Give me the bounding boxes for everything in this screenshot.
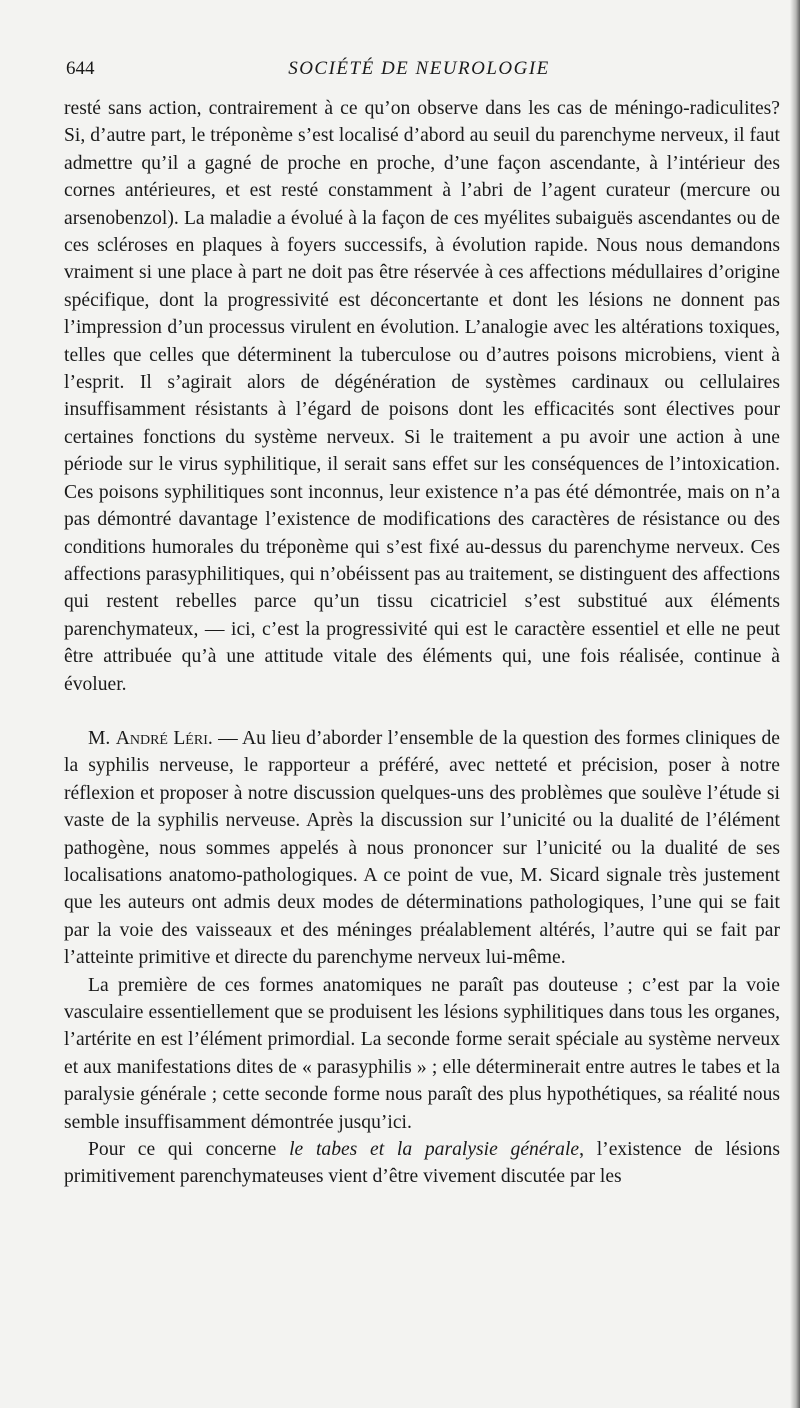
running-title: SOCIÉTÉ DE NEUROLOGIE [288, 58, 550, 79]
paragraph-1: resté sans action, contrairement à ce qu’on observe dans les cas de méningo-radiculites? Si, d’autre part, le tréponème s’est localisé d’abord au seuil du parenchyme nerveux, il faut admettre qu’il a gagné de proche en proche, d’une façon ascendante, à l’intérieur des cornes antérieures, et est resté constamment à l’abri de l’agent curateur (mercure ou arsenobenzol). La maladie a évolué à la façon de ces myélites subaiguës ascendantes ou de ces scléroses en plaques à foyers successifs, à évolution rapide. Nous nous demandons vraiment si une place à part ne doit pas être réservée à ces affections médullaires d’origine spécifique, dont la progressivité est déconcertante et dont les lésions ne donnent pas l’impression d’un processus virulent en évolution. L’analogie avec les altérations toxiques, telles que celles que déterminent la tuberculose ou d’autres poisons microbiens, vient à l’esprit. Il s’agirait alors de dégénération de systèmes cardinaux ou cellulaires insuffisamment résistants à l’égard de poisons dont les efficacités sont électives pour certaines fonctions du système nerveux. Si le traitement a pu avoir une action à une période sur le virus syphilitique, il serait sans effet sur les conséquences de l’intoxication. Ces poisons syphilitiques sont inconnus, leur existence n’a pas été démontrée, mais on n’a pas démontré davantage l’existence de modifications des caractères de résistance ou des conditions humorales du tréponème qui s’est fixé au-dessus du parenchyme nerveux. Ces affections parasyphilitiques, qui n’obéissent pas au traitement, se distinguent des affections qui restent rebelles parce qu’un tissu cicatriciel s’est substitué aux éléments parenchymateux, — ici, c’est la progressivité qui est le caractère essentiel et elle ne peut être attribuée qu’à une attitude vitale des éléments qui, une fois réalisée, continue à évoluer. [64, 98, 780, 695]
paragraph-4 [64, 1136, 780, 1191]
paragraph-gap [64, 698, 780, 725]
page-edge-shadow [790, 0, 800, 1408]
body-text [64, 95, 780, 1191]
page-header [66, 58, 772, 88]
paragraph-3: La première de ces formes anatomiques ne paraît pas douteuse ; c’est par la voie vasculaire essentiellement que se produisent les lésions syphilitiques dans tous les organes, l’artérite en est l’élément primordial. La seconde forme serait spéciale au système nerveux et aux manifestations dites de « parasyphilis » ; elle déterminerait entre autres le tabes et la paralysie générale ; cette seconde forme nous paraît des plus hypothétiques, sa réalité nous semble insuffisamment démontrée jusqu’ici. [64, 974, 780, 1133]
page-number: 644 [66, 58, 95, 79]
paragraph-2 [64, 725, 780, 972]
speaker-prefix: M. [88, 727, 116, 749]
paragraph-4-italic: le tabes et la paralysie générale [289, 1139, 580, 1161]
paragraph-2-text: . — Au lieu d’aborder l’ensemble de la question des formes cliniques de la syphilis nerveuse, le rapporteur a préféré, avec netteté et précision, poser à notre réflexion et proposer à notre discussion quelques-uns des problèmes que soulève l’étude si vaste de la syphilis nerveuse. Après la discussion sur l’unicité ou la dualité de l’élément pathogène, nous sommes appelés à nous prononcer sur l’unicité ou la dualité de ses localisations anatomo-pathologiques. A ce point de vue, M. Sicard signale très justement que les auteurs ont admis deux modes de déterminations pathologiques, l’une qui se fait par la voie des vaisseaux et des méninges préalablement altérés, l’autre qui se fait par l’atteinte primitive et directe du parenchyme nerveux lui-même. [64, 727, 780, 969]
paragraph-4-before: Pour ce qui concerne [88, 1139, 290, 1161]
speaker-name: André Léri [115, 727, 208, 749]
paragraph-4-after: , l’existence de lésions primitivement parenchymateuses vient d’être vivement discutée par les [64, 1139, 780, 1188]
